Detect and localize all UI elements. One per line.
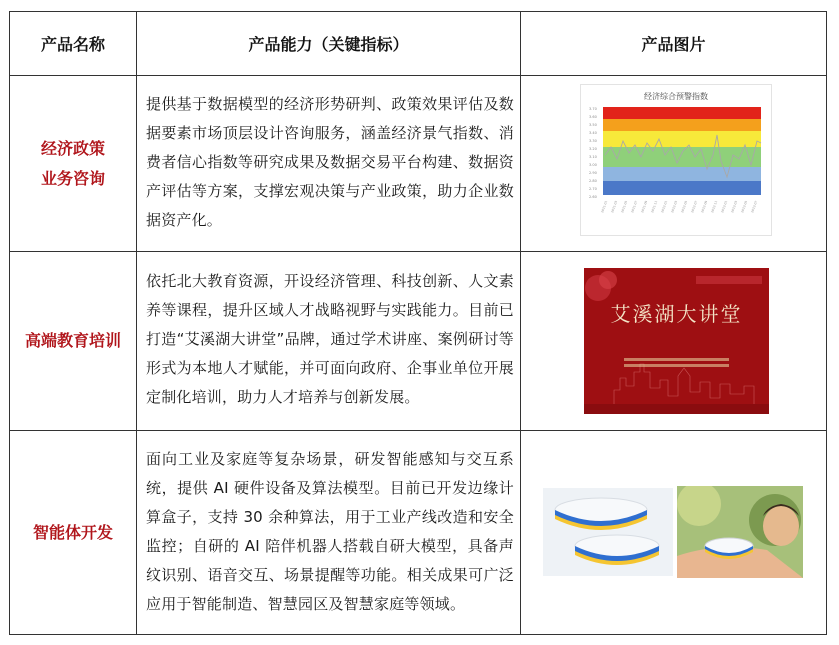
product-table [9, 11, 827, 635]
svg-text:3.70: 3.70 [589, 107, 597, 111]
svg-text:2023-01: 2023-01 [720, 200, 729, 214]
svg-text:2023-03: 2023-03 [730, 200, 739, 214]
lecture-poster-image [584, 268, 769, 414]
svg-text:3.50: 3.50 [589, 123, 597, 127]
header-product-capability: 产品能力（关键指标） [248, 35, 409, 54]
svg-text:2022-07: 2022-07 [690, 200, 699, 214]
poster-graphic [584, 268, 769, 414]
svg-text:2022-11: 2022-11 [710, 200, 719, 214]
svg-text:2.80: 2.80 [589, 179, 597, 183]
svg-text:2.90: 2.90 [589, 171, 597, 175]
row3-name [10, 431, 136, 634]
poster-subtitle-line [624, 358, 729, 361]
svg-text:2023-05: 2023-05 [740, 200, 749, 214]
svg-text:2022-01: 2022-01 [660, 200, 669, 214]
chart-graphic [581, 85, 771, 235]
row3-name-line1: 智能体开发 [32, 522, 113, 542]
row1-description: 提供基于数据模型的经济形势研判、政策效果评估及数据要素市场顶层设计咨询服务，涵盖经济景气指数、消费者信心指数等研究成果及数据交易平台构建、数据资产评估等方案，支撑宏观决策与产业政策，助力企业数据资产化。 [146, 95, 514, 229]
row3-description: 面向工业及家庭等复杂场景，研发智能感知与交互系统，提供 AI 硬件设备及算法模型。目前已开发边缘计算盒子，支持 30 余种算法，用于工业产线改造和安全监控；自研的 AI 陪伴机器人搭载自研大模型，具备声纹识别、语音交互、场景提醒等功能。相关成果可广泛应用于智能制造、智慧园区及智慧家庭等领域。 [146, 450, 514, 613]
device-graphic [543, 488, 673, 576]
robot-photo-graphic [677, 486, 803, 578]
svg-text:2021-03: 2021-03 [610, 200, 619, 214]
row1-name-line1: 经济政策 [40, 138, 105, 158]
svg-text:3.40: 3.40 [589, 131, 597, 135]
svg-text:2.70: 2.70 [589, 187, 597, 191]
svg-text:2022-05: 2022-05 [680, 200, 689, 214]
economic-index-chart-image [580, 84, 772, 236]
svg-text:2022-03: 2022-03 [670, 200, 679, 214]
svg-text:3.20: 3.20 [589, 147, 597, 151]
svg-text:2.60: 2.60 [589, 195, 597, 199]
row1-name [10, 76, 136, 251]
svg-text:2021-07: 2021-07 [630, 200, 639, 214]
svg-text:3.00: 3.00 [589, 163, 597, 167]
svg-text:2021-05: 2021-05 [620, 200, 629, 214]
column-divider [520, 12, 521, 634]
poster-subtitle-line [624, 364, 729, 367]
header-product-image: 产品图片 [641, 35, 706, 54]
ai-companion-robot-photo [677, 486, 803, 578]
svg-text:2021-11: 2021-11 [650, 200, 659, 214]
header-product-name: 产品名称 [40, 35, 105, 54]
svg-text:2022-09: 2022-09 [700, 200, 709, 214]
row2-name-line1: 高端教育培训 [24, 331, 121, 350]
column-divider [136, 12, 137, 634]
row1-name-line2: 业务咨询 [40, 168, 105, 188]
svg-text:3.60: 3.60 [589, 115, 597, 119]
row2-description: 依托北大教育资源，开设经济管理、科技创新、人文素养等课程，提升区域人才战略视野与实践能力。目前已打造“艾溪湖大讲堂”品牌，通过学术讲座、案例研讨等形式为本地人才赋能，并可面向政府、企事业单位开展定制化培训，助力人才培养与创新发展。 [146, 272, 514, 406]
poster-title: 艾溪湖大讲堂 [610, 302, 743, 326]
chart-title: 经济综合预警指数 [644, 92, 708, 101]
svg-text:3.10: 3.10 [589, 155, 597, 159]
svg-text:3.30: 3.30 [589, 139, 597, 143]
svg-text:2021-01: 2021-01 [600, 200, 609, 214]
svg-text:2021-09: 2021-09 [640, 200, 649, 214]
edge-computing-device-image [543, 488, 673, 576]
svg-text:2023-07: 2023-07 [750, 200, 759, 214]
row2-name [10, 252, 136, 430]
